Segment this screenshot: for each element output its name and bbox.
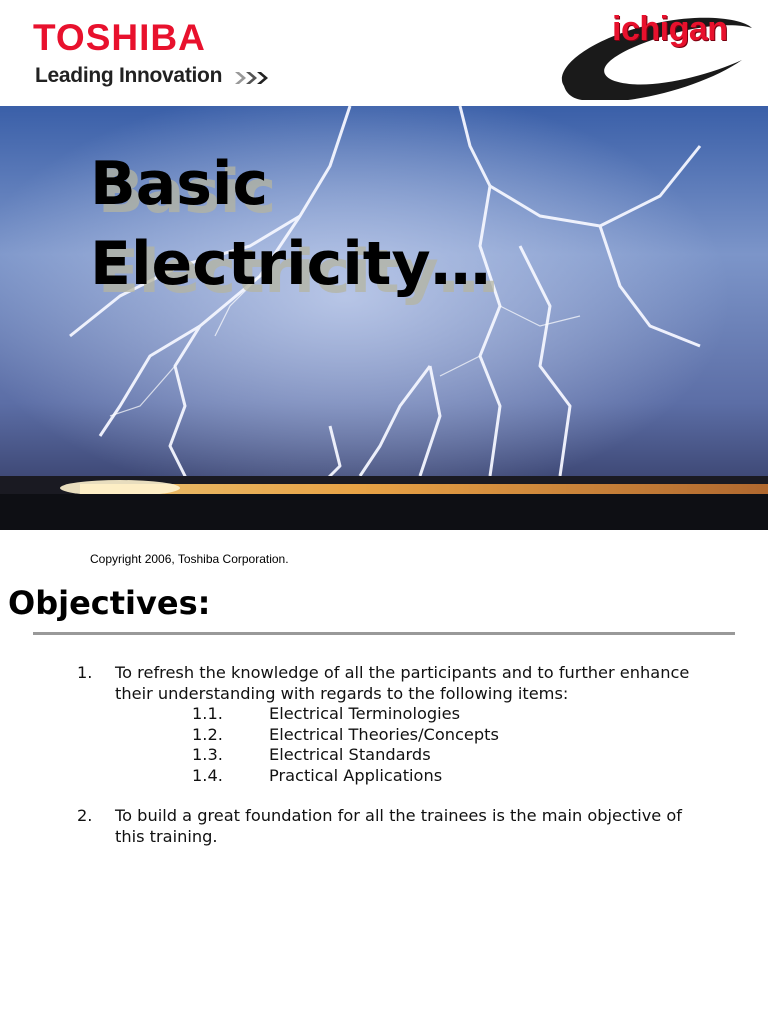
ichigan-logo [552, 8, 762, 100]
toshiba-logo [33, 17, 223, 87]
list-item-number: 2. [77, 806, 93, 825]
sub-item-number: 1.1. [192, 704, 223, 723]
sub-item-number: 1.4. [192, 765, 223, 785]
list-item [0, 663, 768, 786]
ichigan-wordmark: ichigan [612, 10, 728, 48]
sub-item-number: 1.2. [192, 724, 223, 744]
lightning-banner [0, 106, 768, 530]
sub-list-item [0, 704, 768, 725]
sub-list-item [0, 725, 768, 746]
list-item-text: To refresh the knowledge of all the participants and to further enhance their understanding with regards to the following items: [115, 663, 690, 703]
sub-item-text: Practical Applications [269, 765, 443, 785]
list-item [0, 806, 768, 847]
header [0, 0, 768, 106]
heading-divider [33, 632, 735, 635]
slide-title [90, 144, 491, 304]
tagline: Leading Innovation [35, 64, 223, 87]
title-line-1: Basic [90, 149, 269, 219]
toshiba-brand: TOSHIBA [33, 17, 206, 58]
sub-list-item [0, 745, 768, 766]
triple-chevron-right-icon [233, 70, 271, 86]
objectives-list [0, 663, 768, 867]
objectives-heading: Objectives: [8, 584, 211, 622]
sub-item-text: Electrical Standards [269, 745, 431, 764]
list-item-text: To build a great foundation for all the trainees is the main objective of this training. [115, 806, 683, 846]
tagline-row [35, 64, 271, 88]
sub-item-number: 1.3. [192, 745, 223, 764]
copyright-notice: Copyright 2006, Toshiba Corporation. [90, 552, 289, 566]
sub-item-text: Electrical Theories/Concepts [269, 724, 499, 744]
list-item-number: 1. [77, 663, 93, 682]
title-line-2: Electricity… [90, 229, 491, 299]
sub-item-text: Electrical Terminologies [269, 704, 461, 723]
sub-list-item [0, 766, 768, 787]
